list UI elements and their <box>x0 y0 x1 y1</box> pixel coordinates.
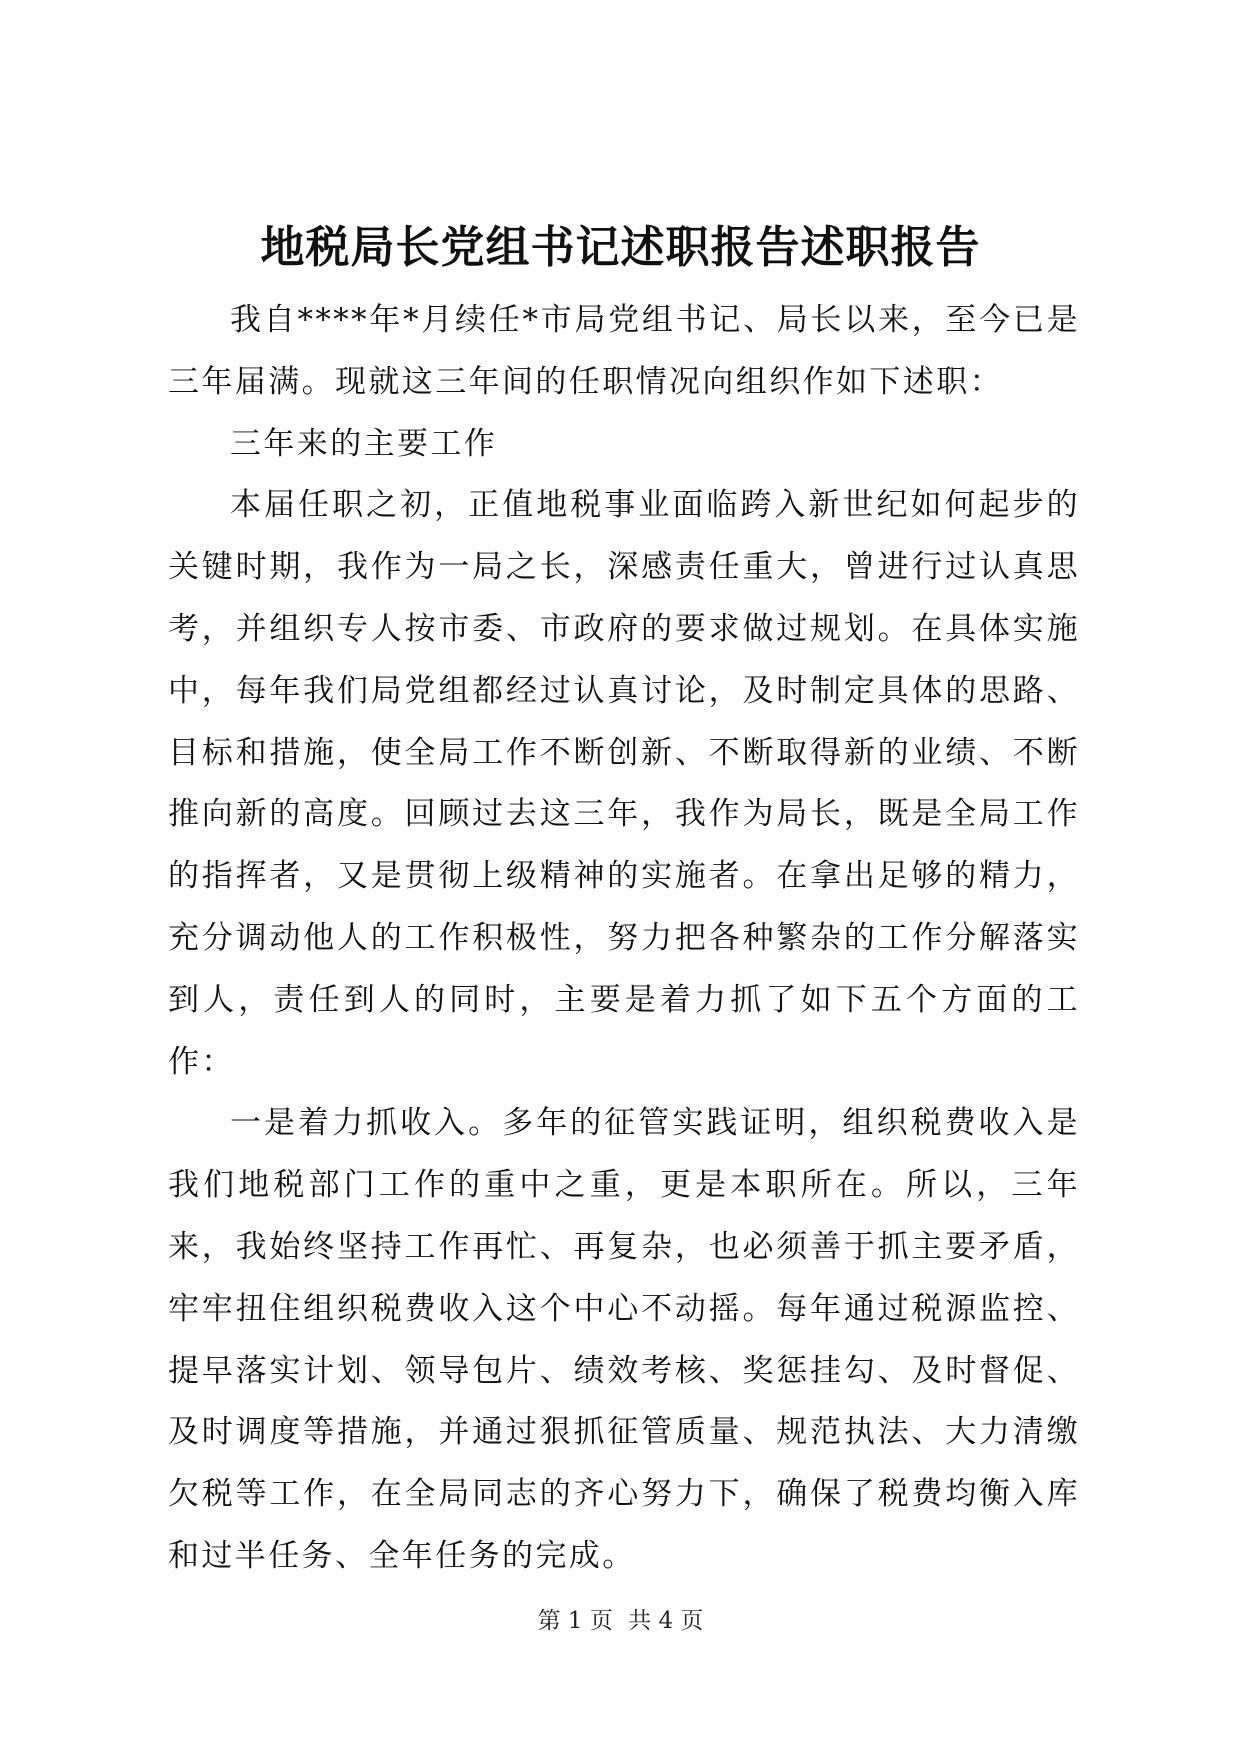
document-body <box>168 290 1080 1588</box>
paragraph-intro: 我自****年*月续任*市局党组书记、局长以来，至今已是三年届满。现就这三年间的任职情况向组织作如下述职： <box>168 302 1080 400</box>
page-total: 共 4 页 <box>628 1608 704 1634</box>
document-title: 地税局长党组书记述职报告述职报告 <box>260 222 981 273</box>
paragraph-section-heading: 三年来的主要工作 <box>230 425 498 462</box>
page-footer <box>0 1606 1241 1636</box>
paragraph-revenue: 一是着力抓收入。多年的征管实践证明，组织税费收入是我们地税部门工作的重中之重，更是本职所在。所以，三年来，我始终坚持工作再忙、再复杂，也必须善于抓主要矛盾，牢牢扭住组织税费收入这个中心不动摇。每年通过税源监控、提早落实计划、领导包片、绩效考核、奖惩挂勾、及时督促、及时调度等措施，并通过狠抓征管质量、规范执法、大力清缴欠税等工作，在全局同志的齐心努力下，确保了税费均衡入库和过半任务、全年任务的完成。 <box>168 1105 1080 1574</box>
paragraph-work-overview: 本届任职之初，正值地税事业面临跨入新世纪如何起步的关键时期，我作为一局之长，深感责任重大，曾进行过认真思考，并组织专人按市委、市政府的要求做过规划。在具体实施中，每年我们局党组都经过认真讨论，及时制定具体的思路、目标和措施，使全局工作不断创新、不断取得新的业绩、不断推向新的高度。回顾过去这三年，我作为局长，既是全局工作的指挥者，又是贯彻上级精神的实施者。在拿出足够的精力，充分调动他人的工作积极性，努力把各种繁杂的工作分解落实到人，责任到人的同时，主要是着力抓了如下五个方面的工作： <box>168 487 1080 1080</box>
page-number: 第 1 页 <box>537 1608 613 1634</box>
